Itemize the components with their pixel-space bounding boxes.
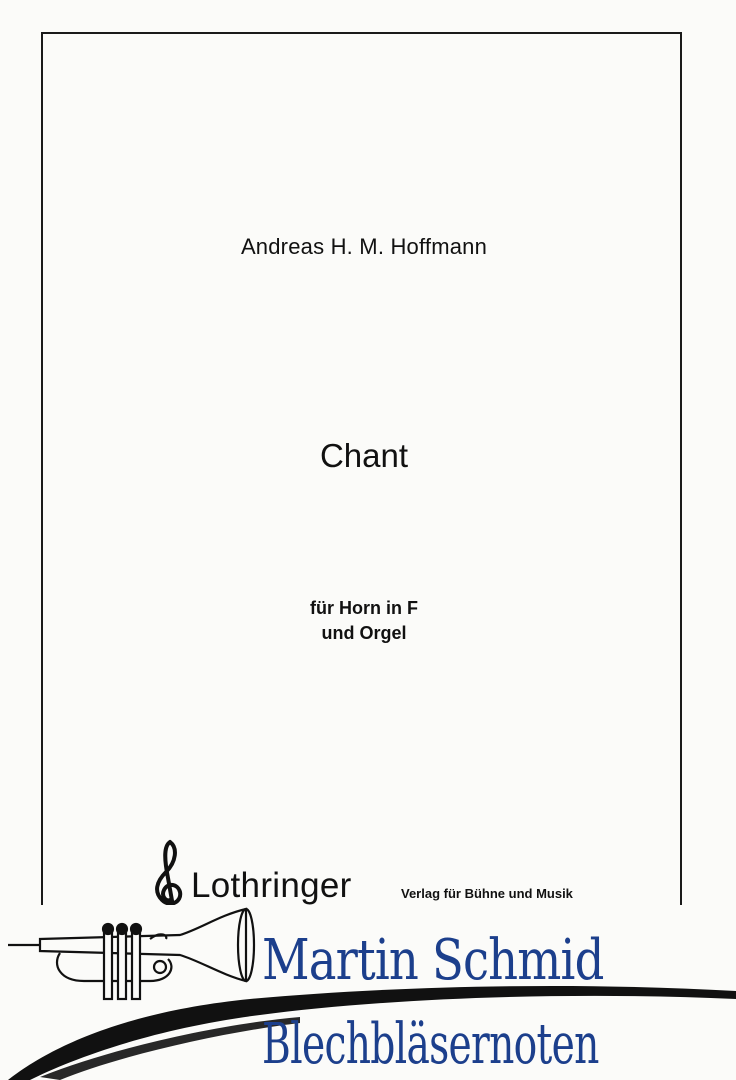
composer-name: Andreas H. M. Hoffmann (240, 234, 488, 259)
stamp-line-1: Martin Schmid (262, 928, 604, 993)
piece-title: Chant (319, 437, 409, 474)
publisher-name: Lothringer (191, 866, 352, 905)
instrumentation-line-2: und Orgel (321, 623, 407, 643)
instrumentation-line-1: für Horn in F (310, 598, 418, 618)
stamp-line-2: Blechbläsernoten (262, 1012, 599, 1077)
publisher-tagline: Verlag für Bühne und Musik (401, 886, 573, 901)
instrumentation (0, 596, 732, 646)
page-frame (41, 32, 682, 985)
